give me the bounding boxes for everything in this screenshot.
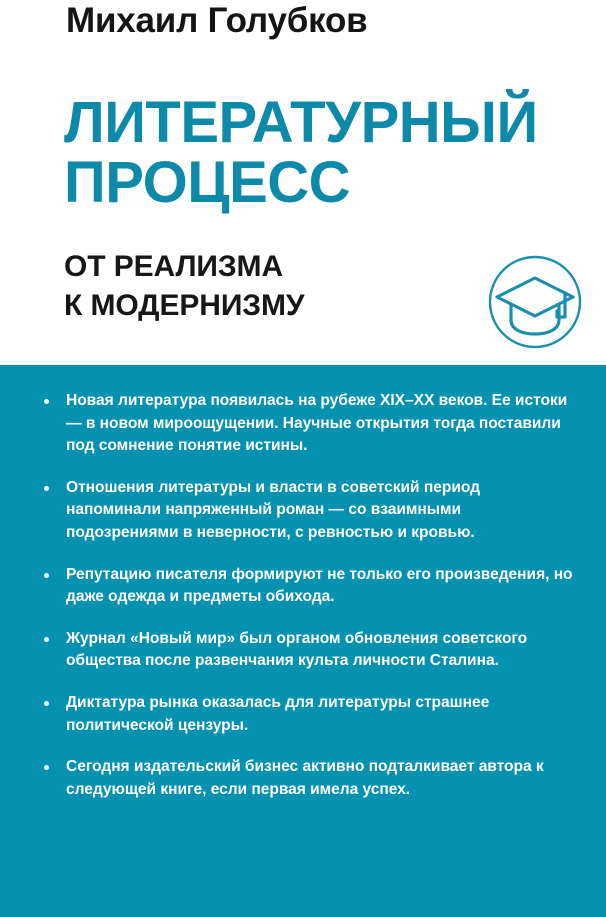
bullet-dot-icon xyxy=(44,637,49,642)
list-item-text: Журнал «Новый мир» был органом обновления советского общества после развенчания культа личности Сталина. xyxy=(66,629,528,670)
list-item-text: Репутацию писателя формируют не только его произведения, но даже одежда и предметы обихода. xyxy=(66,565,573,606)
list-item-text: Диктатура рынка оказалась для литературы страшнее политической цензуры. xyxy=(66,693,490,734)
list-item xyxy=(41,756,573,801)
list-item xyxy=(41,390,573,458)
highlights-list xyxy=(41,390,573,801)
graduation-cap-icon xyxy=(487,254,583,350)
cover-top-section xyxy=(0,0,606,365)
bullet-dot-icon xyxy=(44,399,49,404)
title-line-1: ЛИТЕРАТУРНЫЙ xyxy=(64,90,538,155)
list-item xyxy=(41,564,573,609)
list-item-text: Отношения литературы и власти в советский период напоминали напряженный роман — со взаимными подозрениями в неверности, с ревностью и кровью. xyxy=(66,478,480,541)
list-item-text: Сегодня издательский бизнес активно подталкивает автора к следующей книге, если первая имела успех. xyxy=(66,758,544,798)
author-name: Михаил Голубков xyxy=(66,1,368,40)
subtitle-line-1: ОТ РЕАЛИЗМА xyxy=(64,250,284,283)
list-item xyxy=(41,628,573,673)
bullet-dot-icon xyxy=(44,701,49,706)
list-item-text: Новая литература появилась на рубеже XIX–XX веков. Ее истоки — в новом мироощущении. Научные открытия тогда поставили под сомнение понятие истины. xyxy=(66,392,568,455)
bullet-dot-icon xyxy=(44,573,49,578)
cover-highlights-panel xyxy=(0,365,606,917)
book-subtitle xyxy=(64,247,484,325)
list-item xyxy=(41,692,573,737)
bullet-dot-icon xyxy=(44,486,49,491)
list-item xyxy=(41,477,573,545)
title-line-2: ПРОЦЕСС xyxy=(64,150,351,215)
bullet-dot-icon xyxy=(44,765,49,770)
book-title xyxy=(64,90,584,215)
subtitle-line-2: К МОДЕРНИЗМУ xyxy=(64,289,305,322)
